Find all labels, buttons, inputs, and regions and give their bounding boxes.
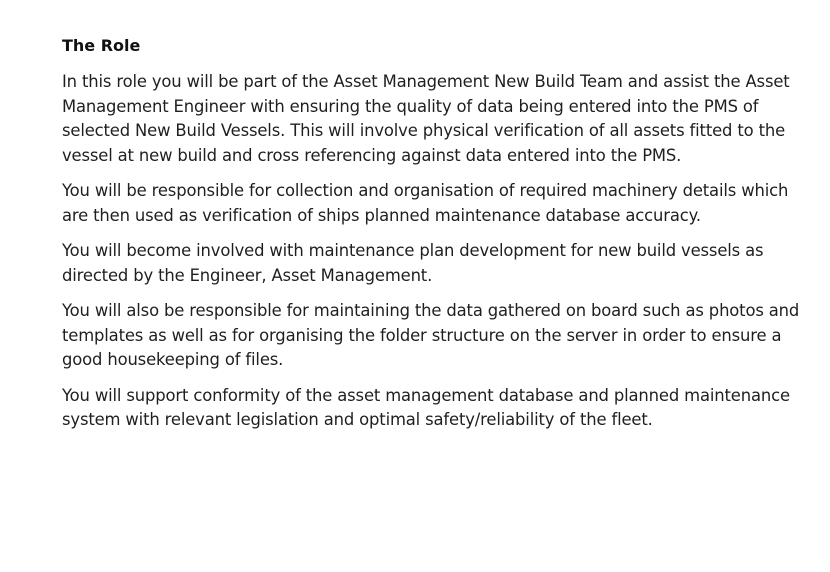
- role-paragraph-1: In this role you will be part of the Asset Management New Build Team and assist the Asset Management Engineer with ensuring the quality of data being entered into the PMS of selected New Build Vessels. This will involve physical verification of all assets fitted to the vessel at new build and cross referencing against data entered into the PMS.: [62, 72, 790, 165]
- role-section: [62, 34, 802, 444]
- role-paragraph-2: You will be responsible for collection and organisation of required machinery details which are then used as verification of ships planned maintenance database accuracy.: [62, 181, 789, 225]
- section-heading: The Role: [62, 36, 141, 55]
- role-paragraph-4: You will also be responsible for maintaining the data gathered on board such as photos and templates as well as for organising the folder structure on the server in order to ensure a good housekeeping of files.: [62, 301, 800, 369]
- role-paragraph-5: You will support conformity of the asset management database and planned maintenance system with relevant legislation and optimal safety/reliability of the fleet.: [62, 385, 790, 429]
- role-paragraph-3: You will become involved with maintenance plan development for new build vessels as directed by the Engineer, Asset Management.: [62, 241, 764, 285]
